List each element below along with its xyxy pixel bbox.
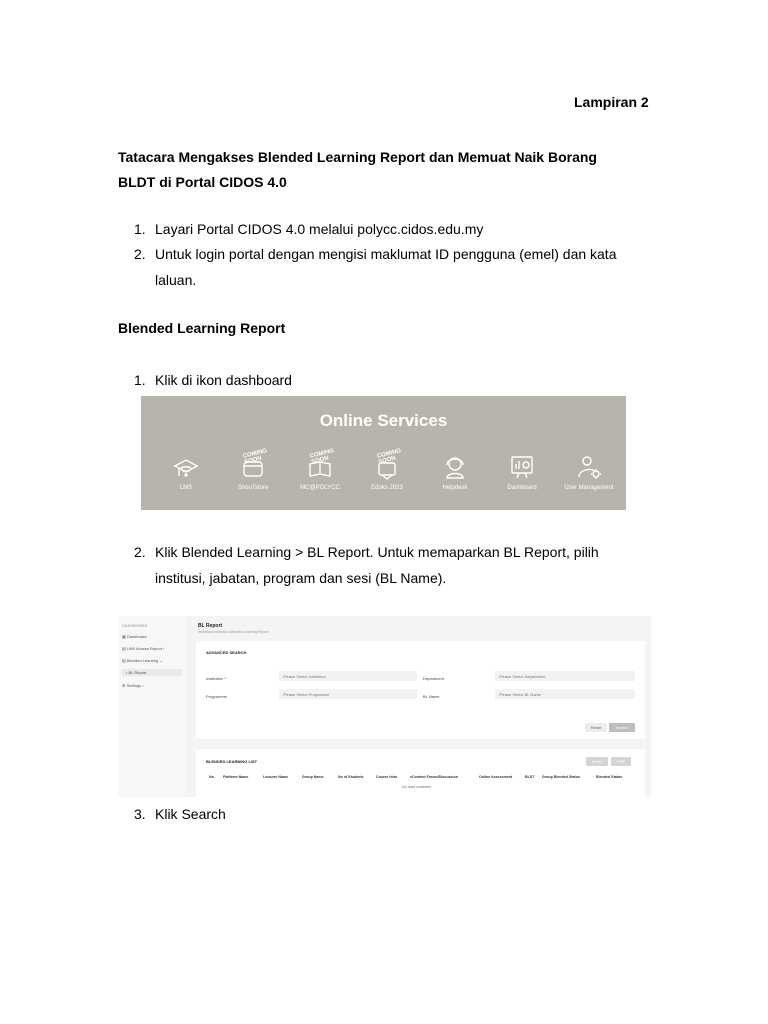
- pdf-label: PDF: [617, 759, 625, 764]
- service-edoks[interactable]: [355, 448, 419, 491]
- search-button[interactable]: Search: [609, 723, 635, 732]
- document-title: Tatacara Mengakses Blended Learning Report dan Memuat Naik Borang BLDT di Portal CIDOS 4.0: [118, 149, 597, 190]
- section-heading: Blended Learning Report: [118, 320, 286, 336]
- field-label: Institution *: [206, 676, 226, 681]
- sidebar-item-settings[interactable]: ⚙ Settings ›: [122, 683, 144, 688]
- field-placeholder: Please Select Institution: [283, 674, 326, 679]
- pdf-button[interactable]: [611, 757, 631, 766]
- reset-button[interactable]: Reset: [585, 723, 607, 732]
- field-label: Department: [423, 676, 444, 681]
- blended-learning-list-card: [196, 749, 645, 797]
- column-header: Group Name: [302, 775, 324, 779]
- step-number: 2.: [134, 544, 146, 560]
- annex-label: Lampiran 2: [574, 94, 649, 110]
- banner-title: Online Services: [319, 411, 448, 430]
- column-header: Group Blended Status: [542, 775, 580, 779]
- service-label: MC@POLYCC: [300, 485, 340, 491]
- service-label: User Management: [564, 485, 614, 491]
- sidebar: [118, 616, 186, 797]
- sidebar-item-label: BL Report: [128, 670, 147, 675]
- wifi-cap-icon: [171, 452, 201, 482]
- service-label: ShouTstore: [237, 485, 269, 491]
- page-title: BL Report: [198, 623, 223, 629]
- service-helpdesk[interactable]: [423, 452, 487, 491]
- step-text: Untuk login portal dengan mengisi maklumat ID pengguna (emel) dan kata laluan.: [155, 246, 617, 288]
- page-subtitle: Individual institution Blended Learning Report: [198, 630, 269, 634]
- column-header: No.: [209, 775, 215, 779]
- column-header: Course Intro: [376, 775, 398, 779]
- sidebar-item-bl-report[interactable]: • BL Report: [126, 670, 147, 675]
- bl-name-select[interactable]: [495, 689, 635, 699]
- service-dashboard[interactable]: [490, 452, 554, 491]
- column-header: eContent Forum/Discussion: [410, 775, 458, 779]
- list-heading: BLENDED LEARNING LIST: [206, 759, 258, 764]
- sidebar-item-lms-access-report[interactable]: ▤ LMS Access Report ›: [122, 646, 165, 651]
- column-header: Online Assessment: [479, 775, 513, 779]
- coming-soon-badge: COMING SOON: [376, 448, 402, 466]
- sidebar-item-label: Dashboard: [126, 634, 147, 639]
- service-label: LMS: [179, 485, 193, 491]
- step-number: 3.: [134, 806, 146, 822]
- online-services-banner: [141, 396, 626, 510]
- column-header: Lecturer Name: [263, 775, 289, 779]
- institution-select[interactable]: [279, 671, 417, 681]
- coming-soon-badge: COMING SOON: [309, 448, 335, 466]
- sidebar-item-blended-learning[interactable]: ▤ Blended Learning ⌄: [122, 658, 163, 663]
- field-placeholder: Please Select Department: [499, 674, 546, 679]
- step-text: Klik Search: [155, 806, 226, 822]
- chart-board-icon: [507, 452, 537, 482]
- step-number: 2.: [134, 246, 146, 262]
- column-header: Blended Status: [596, 775, 623, 779]
- sidebar-item-label: LMS Access Report: [126, 646, 163, 651]
- service-mc-polycc[interactable]: [288, 448, 352, 491]
- step-number: 1.: [134, 221, 146, 237]
- empty-table-message: No data available: [402, 785, 432, 789]
- programme-select[interactable]: [279, 689, 417, 699]
- sidebar-section-label: DASHBOARD: [122, 623, 148, 628]
- service-label: Dashboard: [507, 485, 537, 491]
- service-shoutstore[interactable]: [221, 448, 285, 491]
- field-label: Programme: [206, 694, 227, 699]
- service-label: Helpdesk: [442, 485, 468, 491]
- service-user-management[interactable]: [557, 452, 621, 491]
- headset-icon: [440, 452, 470, 482]
- field-placeholder: Please Select Programme: [283, 692, 330, 697]
- step-text: Klik Blended Learning > BL Report. Untuk memaparkan BL Report, pilih institusi, jabatan, program dan sesi (BL Name).: [155, 544, 599, 586]
- excel-label: Excel: [592, 759, 602, 764]
- advanced-search-heading: ADVANCED SEARCH: [206, 650, 247, 655]
- service-label: Edoks 2023: [371, 485, 403, 491]
- bl-report-screenshot: [118, 616, 651, 797]
- user-gear-icon: [574, 452, 604, 482]
- coming-soon-badge: COMING SOON: [242, 448, 268, 466]
- sidebar-item-dashboard[interactable]: ▦ Dashboard: [122, 634, 147, 639]
- column-header: Platform Name: [223, 775, 249, 779]
- field-placeholder: Please Select BL Name: [499, 692, 542, 697]
- advanced-search-card: [196, 641, 645, 739]
- sidebar-item-label: Blended Learning: [126, 658, 159, 663]
- step-text: Klik di ikon dashboard: [155, 372, 292, 388]
- step-number: 1.: [134, 372, 146, 388]
- excel-button[interactable]: [586, 757, 608, 766]
- column-header: No of Students: [338, 775, 364, 779]
- department-select[interactable]: [495, 671, 635, 681]
- step-text: Layari Portal CIDOS 4.0 melalui polycc.cidos.edu.my: [155, 221, 484, 237]
- service-lms[interactable]: [154, 452, 218, 491]
- sidebar-item-label: Settings: [126, 683, 142, 688]
- field-label: BL Name: [423, 694, 440, 699]
- column-header: BLDT: [525, 775, 535, 779]
